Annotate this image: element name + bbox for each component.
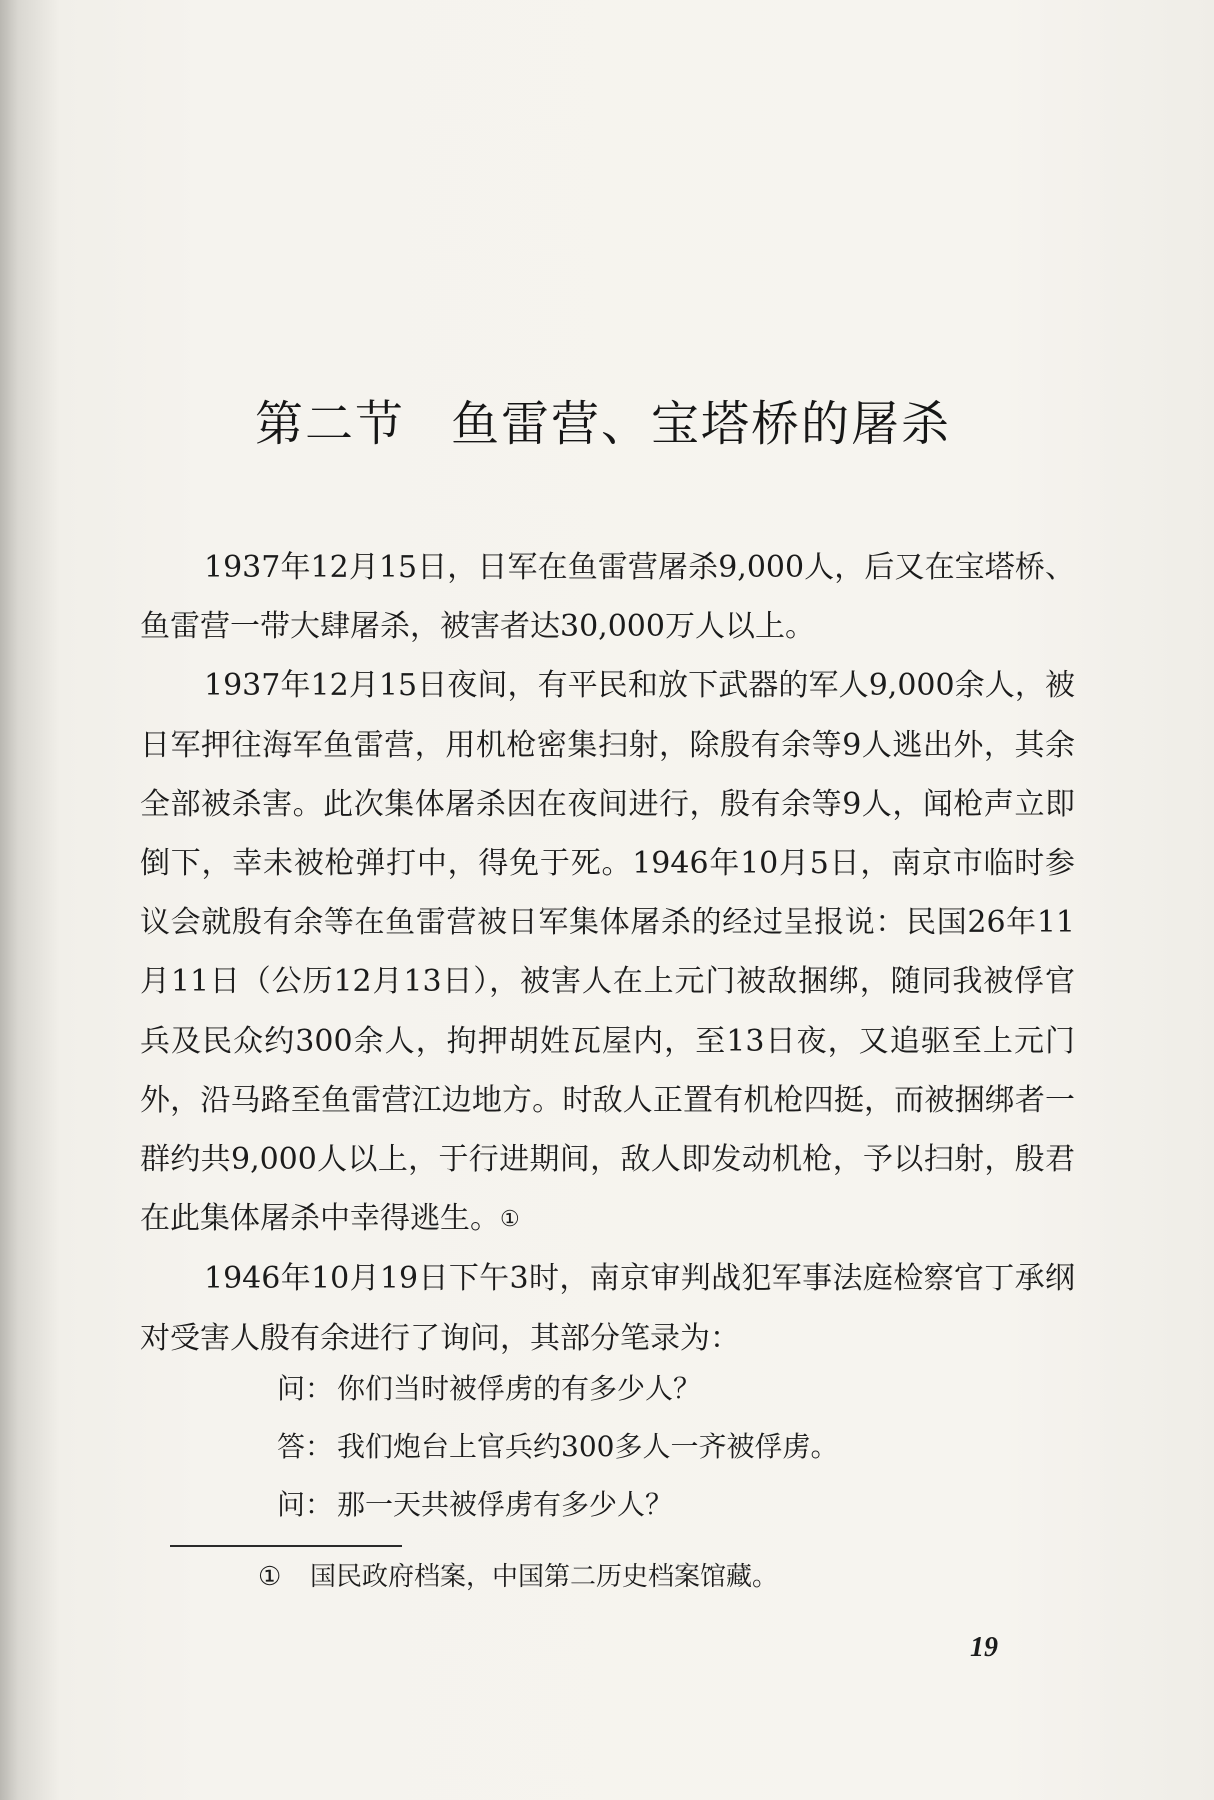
qa-line [277, 1360, 1057, 1418]
paragraph-3: 1946年10月19日下午3时，南京审判战犯军事法庭检察官丁承纲对受害人殷有余进行了询问，其部分笔录为： [140, 1261, 1075, 1356]
paragraph-2 [140, 656, 1075, 1249]
footnote-mark: ① [258, 1562, 282, 1592]
interrogation-record [277, 1360, 1057, 1534]
paragraph-2-text: 1937年12月15日夜间，有平民和放下武器的军人9,000余人，被日军押往海军鱼雷营，用机枪密集扫射，除殷有余等9人逃出外，其余全部被杀害。此次集体屠杀因在夜间进行，殷有余等9人，闻枪声立即倒下，幸未被枪弹打中，得免于死。1946年10月5日，南京市临时参议会就殷有余等在鱼雷营被日军集体屠杀的经过呈报说：民国26年11月11日（公历12月13日），被害人在上元门被敌捆绑，随同我被俘官兵及民众约300余人，拘押胡姓瓦屋内，至13日夜，又追驱至上元门外，沿马路至鱼雷营江边地方。时敌人正置有机枪四挺，而被捆绑者一群约共9,000人以上，于行进期间，敌人即发动机枪，予以扫射，殷君在此集体屠杀中幸得逃生。 [140, 668, 1075, 1237]
qa-speaker: 问： [277, 1372, 334, 1405]
qa-text: 那一天共被俘虏有多少人？ [337, 1488, 674, 1521]
footnote-divider [170, 1545, 402, 1547]
section-number: 第二节 [255, 396, 406, 452]
footnote [258, 1557, 1058, 1597]
section-title [255, 392, 1005, 456]
qa-line [277, 1418, 1057, 1476]
footnote-text: 国民政府档案，中国第二历史档案馆藏。 [310, 1562, 779, 1592]
qa-text: 你们当时被俘虏的有多少人？ [337, 1372, 702, 1405]
qa-speaker: 问： [277, 1488, 334, 1521]
qa-line [277, 1476, 1057, 1534]
qa-speaker: 答： [277, 1430, 334, 1463]
page-number: 19 [970, 1632, 998, 1663]
section-heading: 鱼雷营、宝塔桥的屠杀 [451, 396, 952, 452]
footnote-reference: ① [500, 1207, 520, 1233]
paragraph-1: 1937年12月15日，日军在鱼雷营屠杀9,000人，后又在宝塔桥、鱼雷营一带大肆屠杀，被害者达30,000万人以上。 [140, 550, 1075, 645]
body-text [140, 538, 1075, 1368]
qa-text: 我们炮台上官兵约300多人一齐被俘虏。 [337, 1430, 839, 1463]
